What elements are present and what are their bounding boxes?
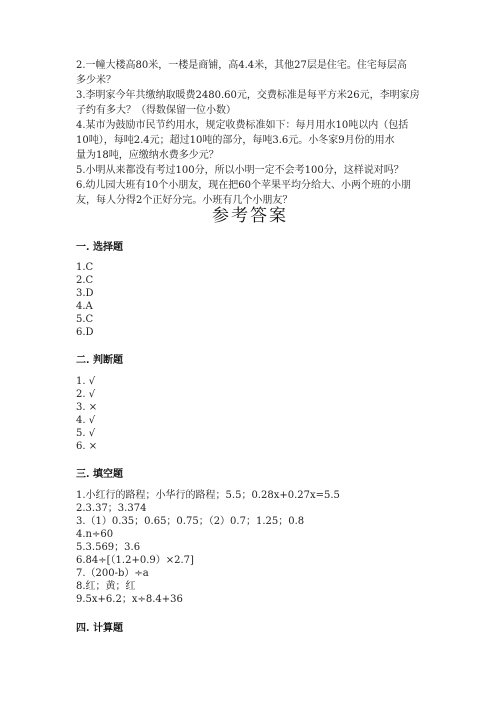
section-heading-calc: 四. 计算题 <box>76 623 123 634</box>
section-heading-judge: 二. 判断题 <box>76 355 123 366</box>
answer-item: 1.小红行的路程；小华行的路程；5.5；0.28x+0.27x=5.5 <box>76 490 340 501</box>
answer-item: 2.3.37；3.374 <box>76 503 147 514</box>
answer-item: 2. √ <box>76 389 96 400</box>
answer-item: 6.84÷[（1.2+0.9）×2.7] <box>76 555 194 566</box>
question-line: 子约有多大？（得数保留一位小数） <box>76 105 236 116</box>
answer-item: 1.C <box>76 262 94 273</box>
section-heading-choice: 一. 选择题 <box>76 242 123 253</box>
answer-item: 4.n÷60 <box>76 529 114 540</box>
answer-item: 6. × <box>76 441 98 452</box>
question-line: 4.某市为鼓励市民节约用水，规定收费标准如下：每月用水10吨以内（包括 <box>76 120 409 131</box>
question-line: 5.小明从来都没有考过100分，所以小明一定不会考100分，这样说对吗？ <box>76 165 404 176</box>
answer-item: 4.A <box>76 301 93 312</box>
answer-item: 5. √ <box>76 428 96 439</box>
section-heading-fill: 三. 填空题 <box>76 469 123 480</box>
answer-item: 7.（200-b）÷a <box>76 568 149 579</box>
answer-title: 参考答案 <box>212 206 288 226</box>
question-line: 6.幼儿园大班有10个小朋友，现在把60个苹果平均分给大、小两个班的小朋 <box>76 180 411 191</box>
answer-item: 8.红；黄；红 <box>76 581 136 592</box>
answer-item: 4. √ <box>76 415 96 426</box>
question-line: 3.李明家今年共缴纳取暖费2480.60元，交费标准是每平方米26元，李明家房 <box>76 90 420 101</box>
answer-item: 6.D <box>76 327 94 338</box>
answer-item: 2.C <box>76 275 94 286</box>
answer-item: 1. √ <box>76 376 96 387</box>
answer-item: 3.（1）0.35；0.65；0.75；（2）0.7；1.25；0.8 <box>76 516 305 527</box>
answer-item: 5.C <box>76 314 94 325</box>
question-line: 10吨），每吨2.4元；超过10吨的部分，每吨3.6元。小冬家9月份的用水 <box>76 135 395 146</box>
question-line: 量为18吨，应缴纳水费多少元？ <box>76 150 219 161</box>
question-line: 多少米？ <box>76 75 116 86</box>
question-line: 2.一幢大楼高80米，一楼是商铺，高4.4米，其他27层是住宅。住宅每层高 <box>76 60 407 71</box>
answer-item: 3. × <box>76 402 98 413</box>
answer-item: 3.D <box>76 288 94 299</box>
question-line: 友，每人分得2个正好分完。小班有几个小朋友？ <box>76 195 293 206</box>
answer-item: 9.5x+6.2；x÷8.4+36 <box>76 594 183 605</box>
answer-item: 5.3.569；3.6 <box>76 542 141 553</box>
